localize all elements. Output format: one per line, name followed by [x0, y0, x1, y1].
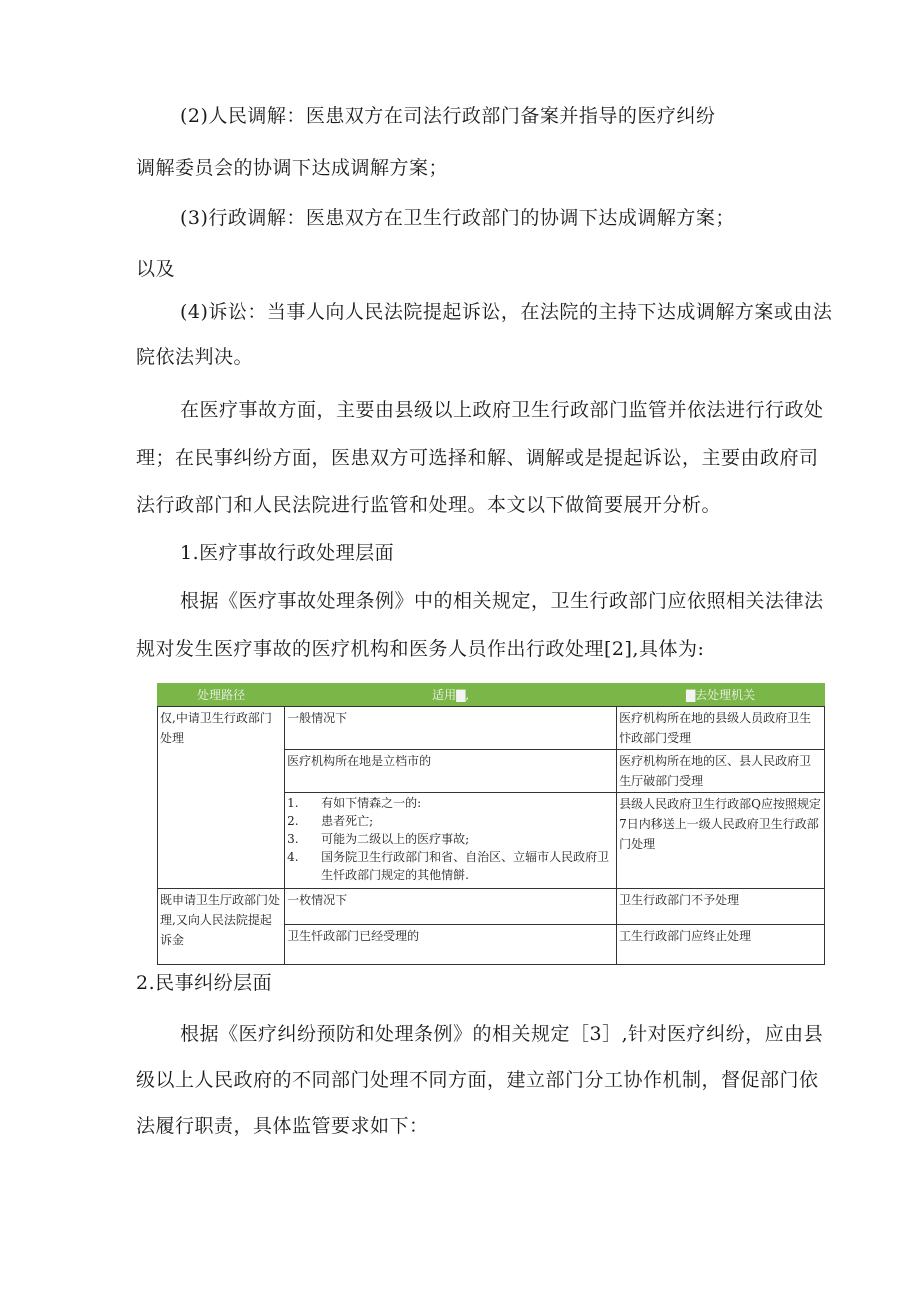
list-item-number: 4. — [287, 850, 299, 864]
list-item-text: 可能为二级以上的医疗事故; — [321, 832, 470, 846]
cell-condition: 一枚情况下 — [285, 889, 617, 925]
table-header-row — [158, 684, 825, 707]
paragraph-dispute-2: 级以上人民政府的不同部门处理不同方面，建立部门分工协作机制，督促部门依 — [136, 1069, 819, 1091]
cell-condition: 卫生忏政部门已经受理的 — [285, 925, 617, 965]
paragraph-dispute-3: 法履行职责，具体监管要求如下： — [136, 1115, 429, 1137]
paragraph-summary-2: 理；在民事纠纷方面，医患双方可选择和解、调解或是提起诉讼，主要由政府司 — [136, 447, 819, 469]
cell-agency: 医疗机构所在地的县级人员政府卫生忭政部门受理 — [617, 707, 825, 750]
table-row — [158, 707, 825, 750]
paragraph-dispute-1: 根据《医疗纠纷预防和处理条例》的相关规定［3］,针对医疗纠纷，应由县 — [180, 1023, 824, 1045]
paragraph-litigation-2: 院依法判决。 — [136, 346, 254, 368]
cell-condition: 医疗机构所在地是立档市的 — [285, 750, 617, 793]
list-item-text: 有如下情森之一的: — [321, 796, 422, 810]
list-item — [287, 812, 614, 830]
paragraph-regulation-1: 根据《医疗事故处理条例》中的相关规定，卫生行政部门应依照相关法律法 — [180, 590, 824, 612]
header-applicable: 适用▇, — [285, 684, 617, 707]
cell-agency: 县级人民政府卫生行政部Q应按照规定7日内移送上一级人民政府卫生行政部门处理 — [617, 793, 825, 889]
list-item-number: 3. — [287, 832, 299, 846]
paragraph-litigation-1: (4)诉讼：当事人向人民法院提起诉讼，在法院的主持下达成调解方案或由法 — [180, 301, 833, 323]
cell-condition: 一般情况下 — [285, 707, 617, 750]
cell-condition-list — [285, 793, 617, 889]
paragraph-admin-mediation: (3)行政调解：医患双方在卫生行政部门的协调下达成调解方案； — [180, 207, 735, 229]
list-item — [287, 830, 614, 848]
list-item-text: 国务院卫生行政部门和省、自治区、立辐市人民政府卫生忏政部门规定的其他情餅. — [321, 850, 610, 882]
cell-agency: 卫生行政部门不予处理 — [617, 889, 825, 925]
section-heading-2: 2.民事纠纷层面 — [136, 972, 273, 994]
group-health-admin-only: 仅,中请卫生行政部门处理 — [158, 707, 285, 889]
group-admin-and-court: 既申请卫生厅政部门处理,又向人民法院提起诉金 — [158, 889, 285, 965]
list-item — [287, 794, 614, 812]
list-item-number: 1. — [287, 796, 299, 810]
table-row — [158, 889, 825, 925]
admin-handling-table — [157, 683, 825, 965]
paragraph-summary-1: 在医疗事故方面，主要由县级以上政府卫生行政部门监管并依法进行行政处 — [180, 399, 824, 421]
paragraph-summary-3: 法行政部门和人民法院进行监管和处理。本文以下做简要展开分析。 — [136, 494, 722, 516]
list-item — [287, 848, 614, 884]
list-item-number: 2. — [287, 814, 299, 828]
section-heading-1: 1.医疗事故行政处理层面 — [180, 542, 395, 564]
paragraph-and: 以及 — [136, 258, 176, 280]
paragraph-mediation-2: 调解委员会的协调下达成调解方案； — [136, 157, 449, 179]
condition-list — [287, 794, 614, 884]
cell-agency: 工生行政部门应终止处理 — [617, 925, 825, 965]
cell-agency: 医疗机构所在地的区、县人民政府卫生厅破部门受理 — [617, 750, 825, 793]
paragraph-mediation-1: (2)人民调解：医患双方在司法行政部门备案并指导的医疗纠纷 — [180, 105, 716, 127]
header-path: 处理路径 — [158, 684, 285, 707]
list-item-text: 患者死亡; — [321, 814, 374, 828]
paragraph-regulation-2: 规对发生医疗事故的医疗机构和医务人员作出行政处理[2],具体为: — [136, 638, 705, 660]
header-agency: ▇去处理机关 — [617, 684, 825, 707]
